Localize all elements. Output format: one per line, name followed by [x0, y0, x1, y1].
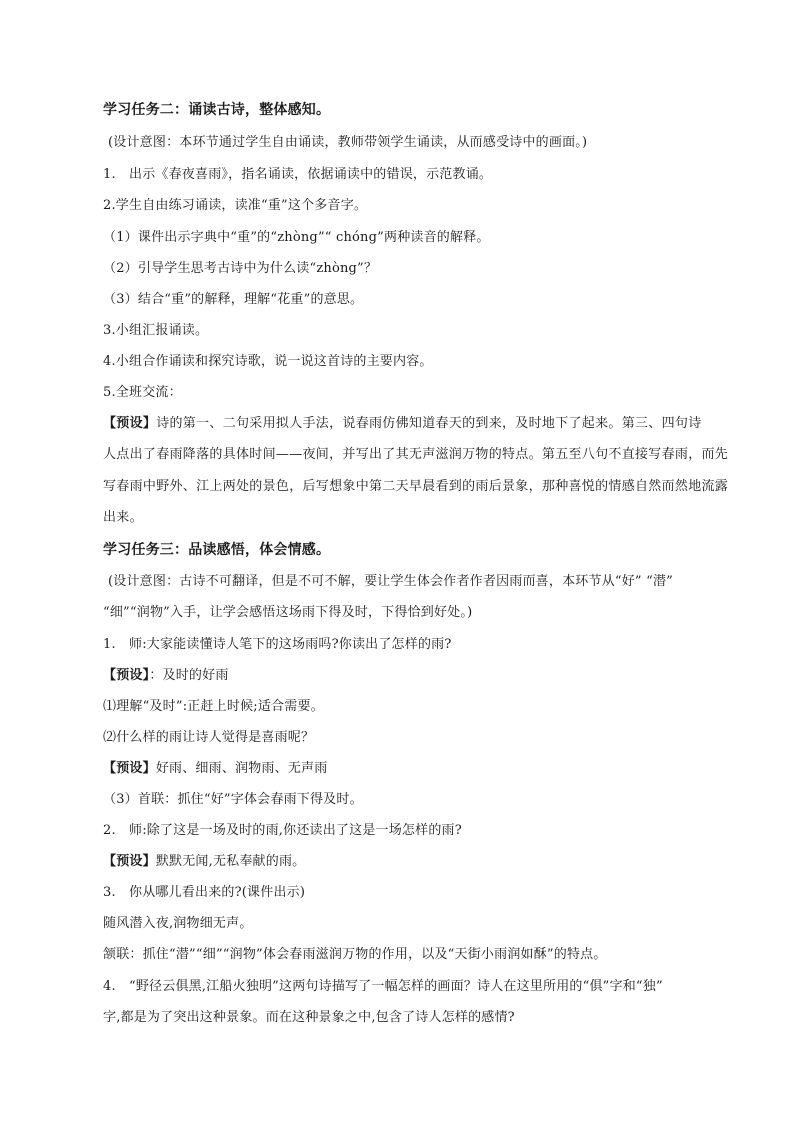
- task2-preset-line-3: 写春雨中野外、江上两处的景色，后写想象中第二天早晨看到的雨后景象，那种喜悦的情感自然而然地流露: [103, 479, 729, 494]
- task2-item-2-sub-1: （1）课件出示字典中“重”的“zhòng”“ chóng”两种读音的解释。: [103, 230, 490, 245]
- preset-text: 诗的第一、二句采用拟人手法，说春雨仿佛知道春天的到来，及时地下了起来。第三、四句诗: [156, 416, 702, 431]
- task3-question-2: 2. 师:除了这是一场及时的雨,你还读出了这是一场怎样的雨?: [103, 823, 462, 838]
- preset-label: 【预设】: [103, 668, 150, 683]
- task3-heading: 学习任务三：品读感悟，体会情感。: [103, 542, 331, 558]
- task2-design-intent: (设计意图：本环节通过学生自由诵读，教师带领学生诵读，从而感受诗中的画面。): [108, 135, 588, 150]
- task2-item-3: 3.小组汇报诵读。: [103, 323, 209, 338]
- task2-item-4: 4.小组合作诵读和探究诗歌，说一说这首诗的主要内容。: [103, 354, 433, 369]
- task2-item-1: 1. 出示《春夜喜雨》，指名诵读，依据诵读中的错误，示范教诵。: [103, 167, 493, 182]
- task3-sub-1: ⑴理解“及时”:正赶上时候;适合需要。: [103, 699, 324, 714]
- task3-preset-1: [103, 667, 229, 685]
- task2-preset-line-2: 人点出了春雨降落的具体时间——夜间，并写出了其无声滋润万物的特点。第五至八句不直接写春雨，而先: [103, 447, 729, 462]
- task3-sub-2: ⑵什么样的雨让诗人觉得是喜雨呢？: [103, 730, 315, 745]
- task2-item-2: 2.学生自由练习诵读，读准“重”这个多音字。: [103, 198, 368, 213]
- task3-question-3: 3. 你从哪儿看出来的?(课件出示): [103, 885, 306, 900]
- preset-label: 【预设】: [103, 761, 156, 776]
- task3-preset-2: [103, 760, 327, 778]
- preset-text: 默默无闻,无私奉献的雨。: [155, 854, 306, 869]
- task3-design-intent-line-1: (设计意图：古诗不可翻译，但是不可不解，要让学生体会作者作者因雨而喜，本环节从“好” “潜”: [108, 574, 673, 589]
- task3-sub-3: （3）首联：抓住“好”字体会春雨下得及时。: [103, 792, 363, 807]
- task2-heading: 学习任务二：诵读古诗，整体感知。: [103, 102, 331, 118]
- hanlian-note: 颔联：抓住“潜”“细”“润物”体会春雨滋润万物的作用，以及“天街小雨润如酥”的特点。: [103, 947, 607, 962]
- task3-question-4-line-2: 字,都是为了突出这种景象。而在这种景象之中,包含了诗人怎样的感情?: [103, 1010, 515, 1025]
- preset-text: 好雨、细雨、润物雨、无声雨: [155, 761, 328, 776]
- task3-preset-3: [103, 853, 305, 871]
- task3-question-1: 1. 师:大家能读懂诗人笔下的这场雨吗?你读出了怎样的雨?: [103, 637, 452, 652]
- preset-label: 【预设】: [103, 416, 157, 431]
- task2-item-2-sub-2: （2）引导学生思考古诗中为什么读“zhòng”？: [103, 261, 378, 276]
- task2-item-5: 5.全班交流：: [103, 385, 182, 400]
- poem-quote-line: 随风潜入夜,润物细无声。: [103, 916, 253, 931]
- task3-design-intent-line-2: “细”“润物”入手，让学会感悟这场雨下得及时，下得恰到好处。): [103, 605, 473, 620]
- task3-question-4-line-1: 4. “野径云俱黑,江船火独明”这两句诗描写了一幅怎样的画面？诗人在这里所用的“俱”字和“独”: [103, 979, 663, 994]
- preset-label: 【预设】: [103, 854, 156, 869]
- task2-preset-line-4: 出来。: [103, 510, 143, 525]
- task2-item-2-sub-3: （3）结合“重”的解释，理解“花重”的意思。: [103, 292, 364, 307]
- preset-text: ：及时的好雨: [149, 668, 229, 683]
- task2-preset-line-1: [103, 415, 702, 433]
